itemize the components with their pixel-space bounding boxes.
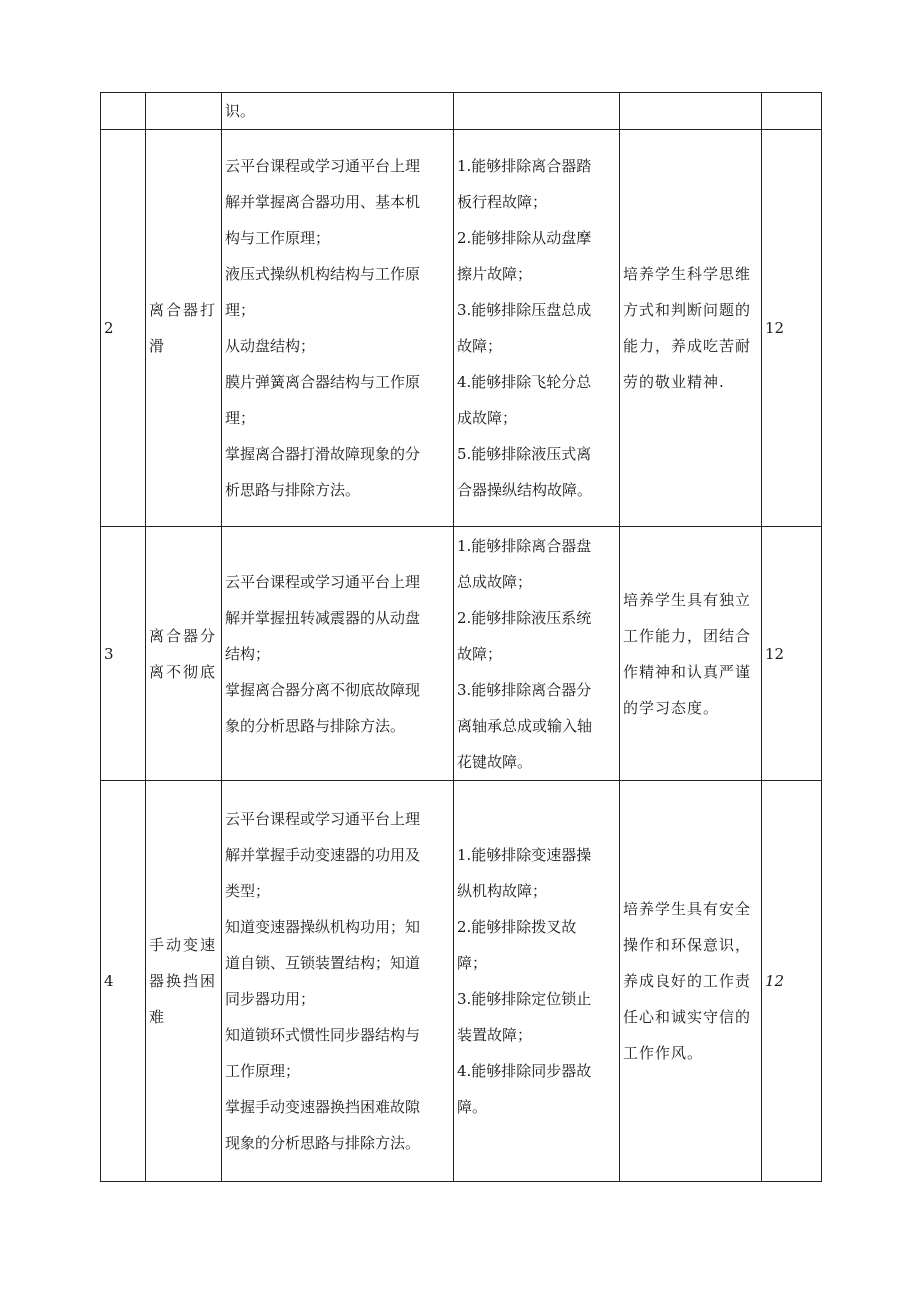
knowledge-line: 解并掌握离合器功用、基本机	[225, 193, 421, 211]
knowledge-line: 液压式操纵机构结构与工作原	[225, 265, 421, 283]
knowledge-line: 构与工作原理；	[225, 229, 331, 247]
skill-line: 装置故障；	[457, 1026, 533, 1044]
skills-cell	[454, 781, 620, 1182]
knowledge-line: 识。	[225, 102, 256, 120]
num-cell: 3	[101, 527, 146, 781]
quality-line: 培养学生具有独立	[623, 590, 752, 609]
quality-cell	[620, 93, 762, 130]
hours-cell: 12	[762, 781, 822, 1182]
task-line: 难	[149, 1008, 167, 1026]
skill-line: 5.能够排除液压式离	[457, 445, 592, 463]
table-row	[101, 781, 822, 1182]
quality-line: 养成良好的工作责	[623, 972, 752, 990]
task-line: 离合器分	[149, 626, 218, 645]
knowledge-line: 象的分析思路与排除方法。	[225, 716, 406, 735]
skills-cell	[454, 527, 620, 781]
quality-line: 培养学生科学思维	[623, 265, 752, 283]
skill-line: 擦片故障；	[457, 265, 533, 283]
skill-line: 花键故障。	[457, 752, 533, 771]
quality-line: 工作作风。	[623, 1044, 704, 1062]
hours-cell: 12	[762, 130, 822, 527]
skills-cell	[454, 130, 620, 527]
skill-line: 故障；	[457, 644, 503, 663]
knowledge-line: 掌握手动变速器换挡困难故隙	[225, 1098, 421, 1116]
skill-line: 障。	[457, 1098, 488, 1116]
num-cell	[101, 93, 146, 130]
task-cell	[146, 93, 222, 130]
skill-line: 3.能够排除定位锁止	[457, 990, 592, 1008]
skill-line: 成故障；	[457, 409, 518, 427]
skill-line: 4.能够排除同步器故	[457, 1062, 592, 1080]
knowledge-line: 掌握离合器打滑故障现象的分	[225, 445, 421, 463]
quality-line: 培养学生具有安全	[623, 900, 752, 918]
task-cell	[146, 781, 222, 1182]
quality-cell	[620, 527, 762, 781]
skill-line: 2.能够排除液压系统	[457, 608, 592, 627]
knowledge-line: 同步器功用；	[225, 990, 316, 1008]
knowledge-cell	[222, 781, 454, 1182]
knowledge-line: 析思路与排除方法。	[225, 481, 361, 499]
course-table	[100, 92, 822, 1182]
task-line: 离合器打	[149, 301, 218, 319]
skill-line: 3.能够排除离合器分	[457, 680, 592, 699]
knowledge-line: 现象的分析思路与排除方法。	[225, 1134, 421, 1152]
knowledge-line: 道自锁、互锁装置结构；知道	[225, 954, 421, 972]
quality-line: 方式和判断问题的	[623, 301, 752, 319]
quality-line: 的学习态度。	[623, 698, 720, 717]
knowledge-line: 工作原理；	[225, 1062, 301, 1080]
skill-line: 4.能够排除飞轮分总	[457, 373, 592, 391]
hours-cell	[762, 93, 822, 130]
table-row	[101, 527, 822, 781]
quality-cell	[620, 781, 762, 1182]
skill-line: 1.能够排除离合器踏	[457, 157, 592, 175]
knowledge-cell	[222, 527, 454, 781]
hours-cell: 12	[762, 527, 822, 781]
skill-line: 3.能够排除压盘总成	[457, 301, 592, 319]
quality-line: 能力，养成吃苦耐	[623, 337, 752, 355]
quality-line: 工作能力，团结合	[623, 626, 752, 645]
knowledge-line: 云平台课程或学习通平台上理	[225, 572, 421, 591]
task-line: 器换挡困	[149, 972, 218, 990]
knowledge-line: 类型；	[225, 882, 271, 900]
table-row	[101, 130, 822, 527]
skill-line: 离轴承总成或输入轴	[457, 716, 593, 735]
knowledge-line: 云平台课程或学习通平台上理	[225, 810, 421, 828]
skill-line: 故障；	[457, 337, 503, 355]
skills-cell	[454, 93, 620, 130]
skill-line: 总成故障；	[457, 572, 533, 591]
task-line: 滑	[149, 337, 167, 355]
skill-line: 1.能够排除离合器盘	[457, 536, 592, 555]
task-line: 手动变速	[149, 936, 218, 954]
task-line: 离不彻底	[149, 662, 218, 681]
skill-line: 板行程故障；	[457, 193, 548, 211]
skill-line: 1.能够排除变速器操	[457, 846, 592, 864]
skill-line: 合器操纵结构故障。	[457, 481, 593, 499]
quality-line: 操作和环保意识，	[623, 936, 752, 954]
skill-line: 2.能够排除拨叉故	[457, 918, 577, 936]
quality-line: 任心和诚实守信的	[623, 1008, 752, 1026]
knowledge-line: 理；	[225, 301, 256, 319]
knowledge-line: 云平台课程或学习通平台上理	[225, 157, 421, 175]
knowledge-cell	[222, 130, 454, 527]
knowledge-line: 理；	[225, 409, 256, 427]
skill-line: 障；	[457, 954, 488, 972]
num-cell: 2	[101, 130, 146, 527]
table-row	[101, 93, 822, 130]
num-cell: 4	[101, 781, 146, 1182]
knowledge-line: 解并掌握扭转减震器的从动盘	[225, 608, 421, 627]
skill-line: 纵机构故障；	[457, 882, 548, 900]
knowledge-cell	[222, 93, 454, 130]
knowledge-line: 结构；	[225, 644, 271, 663]
knowledge-line: 掌握离合器分离不彻底故障现	[225, 680, 421, 699]
knowledge-line: 知道变速器操纵机构功用；知	[225, 918, 421, 936]
knowledge-line: 解并掌握手动变速器的功用及	[225, 846, 421, 864]
knowledge-line: 知道锁环式惯性同步器结构与	[225, 1026, 421, 1044]
task-cell	[146, 527, 222, 781]
task-cell	[146, 130, 222, 527]
quality-line: 作精神和认真严谨	[623, 662, 752, 681]
quality-cell	[620, 130, 762, 527]
skill-line: 2.能够排除从动盘摩	[457, 229, 592, 247]
knowledge-line: 从动盘结构；	[225, 337, 316, 355]
knowledge-line: 膜片弹簧离合器结构与工作原	[225, 373, 421, 391]
quality-line: 劳的敬业精神.	[623, 373, 725, 391]
